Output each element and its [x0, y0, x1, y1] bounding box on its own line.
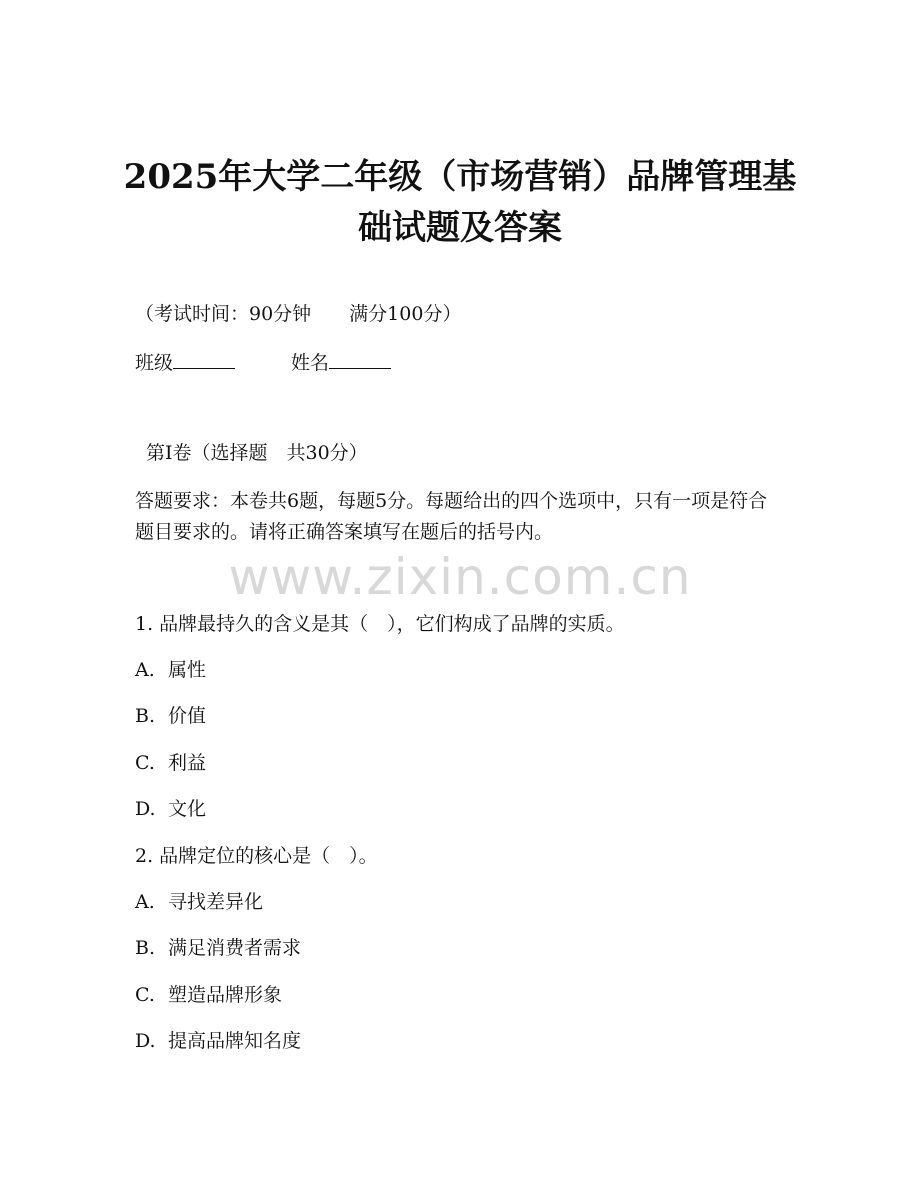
option-text: 寻找差异化 — [168, 891, 264, 913]
name-blank — [329, 350, 391, 369]
option-text: 提高品牌知名度 — [168, 1030, 302, 1052]
class-blank — [173, 350, 235, 369]
question-2-option-a — [135, 890, 263, 914]
question-2-option-b — [135, 936, 301, 960]
question-2-stem: 2. 品牌定位的核心是（ ）。 — [135, 845, 378, 867]
option-letter: B. — [135, 705, 156, 727]
option-text: 塑造品牌形象 — [168, 984, 283, 1006]
option-text: 利益 — [168, 752, 207, 774]
question-2-option-c — [135, 983, 282, 1007]
option-text: 属性 — [168, 659, 207, 681]
watermark: www.zixin.com.cn — [228, 548, 692, 606]
section-heading: 第Ⅰ卷（选择题 共30分） — [146, 442, 368, 464]
question-1-stem: 1. 品牌最持久的含义是其（ ），它们构成了品牌的实质。 — [135, 613, 625, 635]
option-letter: D. — [135, 798, 156, 820]
question-1-option-b — [135, 704, 206, 728]
question-1-option-d — [135, 797, 206, 821]
option-letter: A. — [135, 891, 155, 913]
option-text: 满足消费者需求 — [168, 937, 302, 959]
option-letter: C. — [135, 984, 155, 1006]
class-name-row — [135, 350, 391, 375]
class-label: 班级 — [135, 352, 174, 374]
option-letter: A. — [135, 659, 155, 681]
option-letter: D. — [135, 1030, 156, 1052]
question-2-option-d — [135, 1029, 301, 1053]
option-letter: B. — [135, 937, 156, 959]
exam-info: （考试时间：90分钟 满分100分） — [135, 303, 462, 325]
option-text: 价值 — [168, 705, 207, 727]
option-letter: C. — [135, 752, 155, 774]
option-text: 文化 — [168, 798, 207, 820]
page-title: 2025年大学二年级（市场营销）品牌管理基础试题及答案 — [123, 157, 797, 248]
question-1-option-a — [135, 658, 206, 682]
instructions: 答题要求：本卷共6题，每题5分。每题给出的四个选项中，只有一项是符合题目要求的。请将正确答案填写在题后的括号内。 — [135, 490, 768, 543]
name-label: 姓名 — [291, 352, 330, 374]
question-1-option-c — [135, 751, 206, 775]
